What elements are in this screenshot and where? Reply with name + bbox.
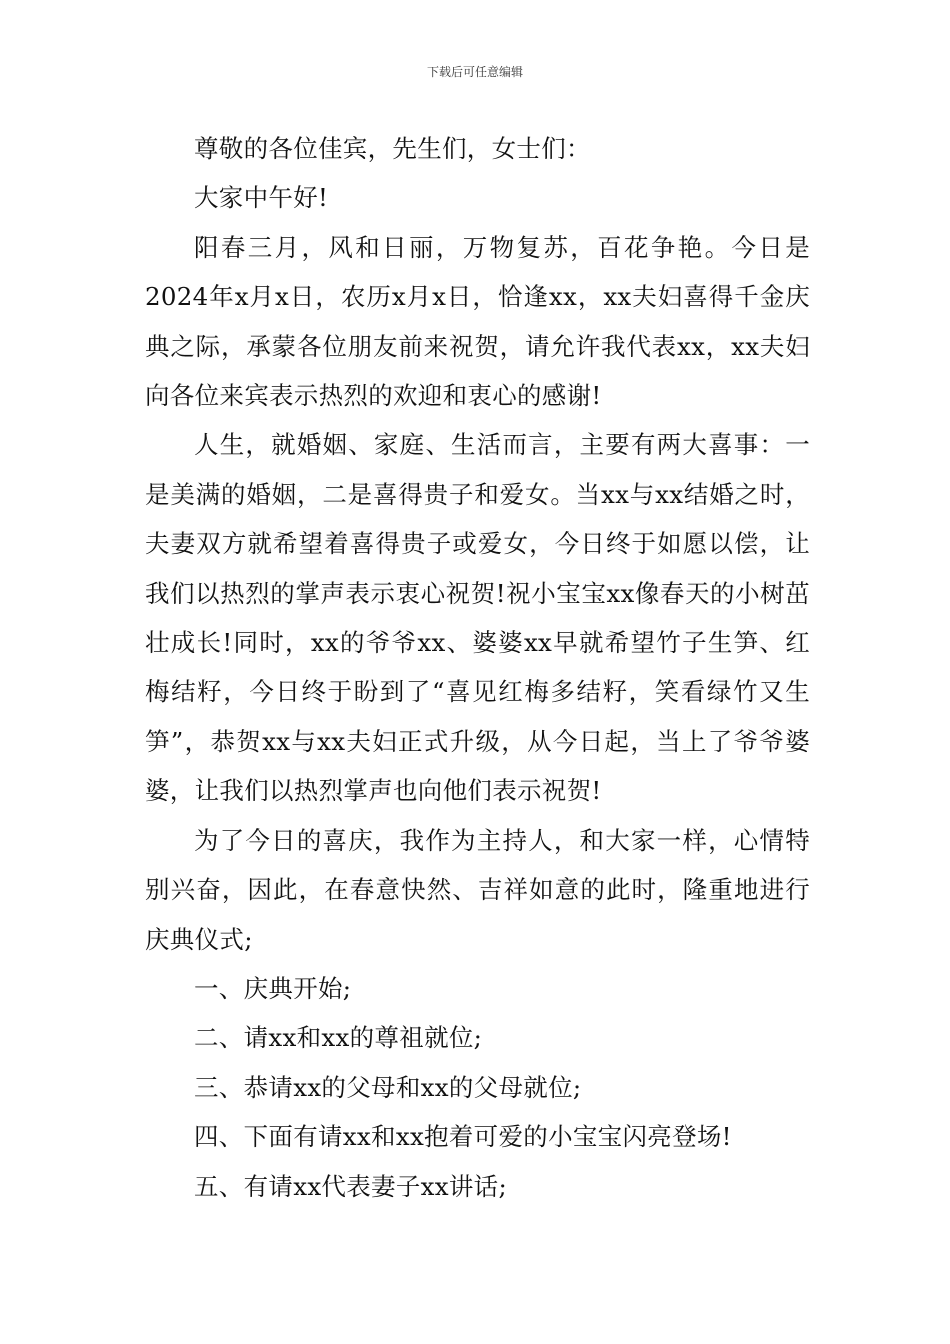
- list-item-step-5: 五、有请xx代表妻子xx讲话;: [194, 1171, 508, 1201]
- page-header: 下载后可任意编辑: [426, 65, 523, 79]
- paragraph-greeting: 尊敬的各位佳宾，先生们，女士们：: [194, 134, 591, 163]
- paragraph-ceremony-intro: 为了今日的喜庆，我作为主持人，和大家一样，心情特别兴奋，因此，在春意快然、吉祥如意的此时，隆重地进行庆典仪式;: [145, 825, 810, 954]
- paragraph-life-events: 人生，就婚姻、家庭、生活而言，主要有两大喜事：一是美满的婚姻，二是喜得贵子和爱女。当xx与xx结婚之时，夫妻双方就希望着喜得贵子或爱女，今日终于如愿以偿，让我们以热烈的掌声表示衷心祝贺!祝小宝宝xx像春天的小树茁壮成长!同时，xx的爷爷xx、婆婆xx早就希望竹子生笋、红梅结籽，今日终于盼到了“喜见红梅多结籽，笑看绿竹又生笋”，恭贺xx与xx夫妇正式升级，从今日起，当上了爷爷婆婆，让我们以热烈掌声也向他们表示祝贺!: [145, 430, 810, 806]
- paragraph-good-afternoon: 大家中午好!: [194, 183, 329, 213]
- document-body: [145, 124, 810, 1211]
- list-item-step-2: 二、请xx和xx的尊祖就位;: [194, 1023, 483, 1053]
- list-item-step-1: 一、庆典开始;: [194, 973, 352, 1003]
- list-item-step-3: 三、恭请xx的父母和xx的父母就位;: [194, 1072, 582, 1102]
- list-item-step-4: 四、下面有请xx和xx抱着可爱的小宝宝闪亮登场!: [194, 1122, 732, 1152]
- paragraph-opening: 阳春三月，风和日丽，万物复苏，百花争艳。今日是2024年x月x日，农历x月x日，恰逢xx，xx夫妇喜得千金庆典之际，承蒙各位朋友前来祝贺，请允许我代表xx，xx夫妇向各位来宾表示热烈的欢迎和衷心的感谢!: [145, 232, 810, 411]
